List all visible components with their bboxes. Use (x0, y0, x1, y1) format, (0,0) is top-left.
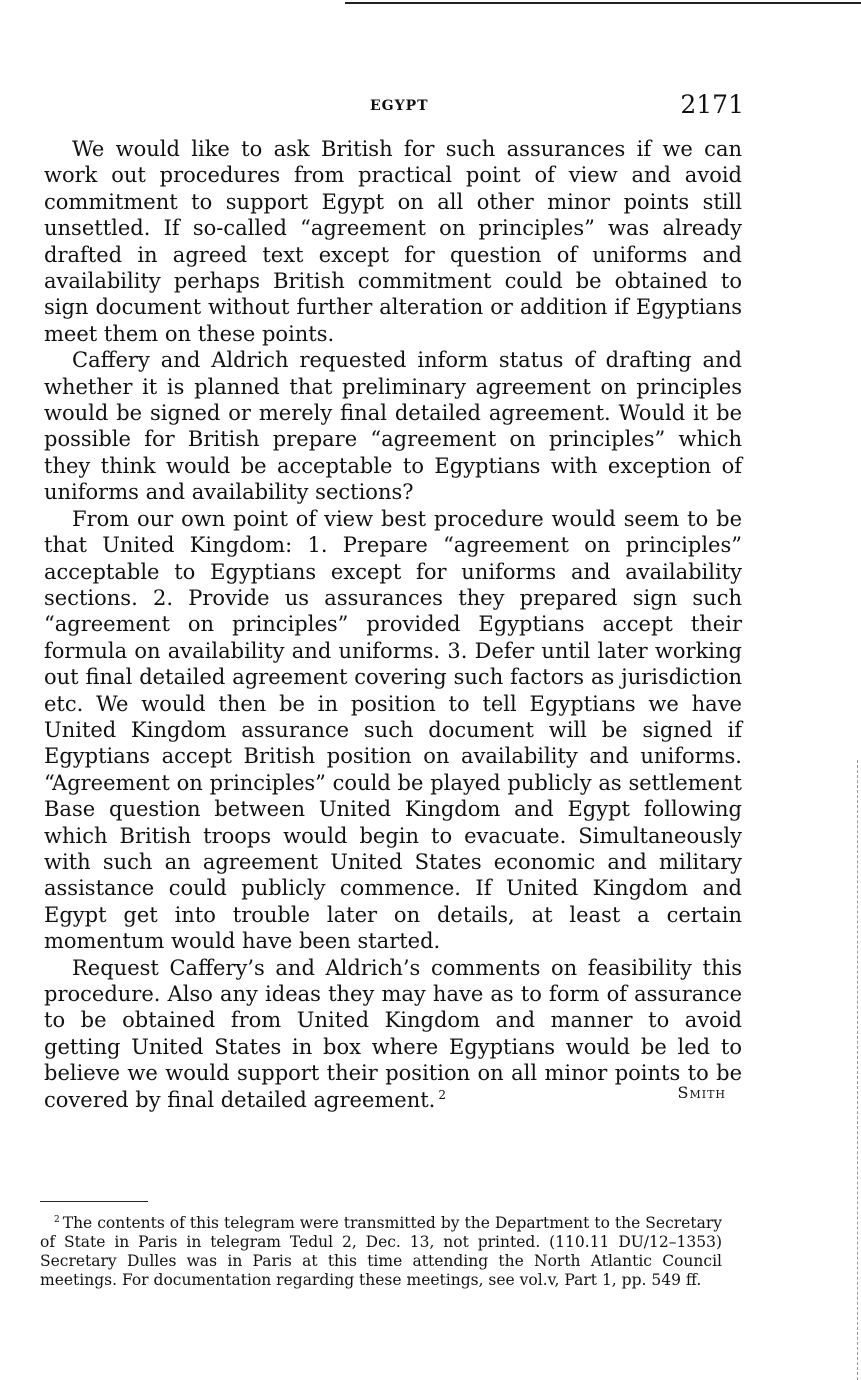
footnote-rule (40, 1201, 148, 1202)
top-rule (345, 2, 861, 4)
body-paragraph-2: Caffery and Aldrich requested inform status of drafting and whether it is planned that preliminary agreement on principles would be signed or merely final detailed agreement. Would it be possible for British prepare “agreement on principles” which they think would be acceptable to Egyptians with exception of uniforms and availability sections? (44, 348, 742, 505)
running-head: EGYPT (370, 98, 429, 114)
footnote-marker: 2 (54, 1214, 60, 1225)
page-header (44, 90, 744, 124)
page-edge (857, 760, 858, 1380)
footnote-reference: 2 (438, 1087, 446, 1102)
footnote (40, 1214, 722, 1290)
telegram-body (44, 136, 742, 1113)
signature: Smith (677, 1083, 726, 1102)
page-number: 2171 (680, 90, 744, 119)
footnote-paragraph (40, 1214, 722, 1290)
body-paragraph-4-text: Request Caffery’s and Aldrich’s comments on feasibility this procedure. Also any ideas they may have as to form of assurance to be obtained from United Kingdom and manner to avoid getting United States in box where Egyptians would be led to believe we would support their position on all minor points to be covered by final detailed agreement. (44, 955, 742, 1112)
body-paragraph-4 (44, 955, 742, 1113)
body-paragraph-1: We would like to ask British for such assurances if we can work out procedures from practical point of view and avoid commitment to support Egypt on all other minor points still unsettled. If so-called “agreement on principles” was already drafted in agreed text except for question of uniforms and availability perhaps British commitment could be obtained to sign document without further alteration or addition if Egyptians meet them on these points. (44, 137, 742, 346)
footnote-text: The contents of this telegram were transmitted by the Department to the Secretary of State in Paris in telegram Tedul 2, Dec. 13, not printed. (110.11 DU/12–1353) Secretary Dulles was in Paris at this time attending the North Atlantic Council meetings. For documentation regarding these meetings, see vol.v, Part 1, pp. 549 ff. (40, 1214, 722, 1289)
body-paragraph-3: From our own point of view best procedure would seem to be that United Kingdom: 1. Prepare “agreement on principles” acceptable to Egyptians except for uniforms and availability sections. 2. Provide us assurances they prepared sign such “agreement on principles” provided Egyptians accept their formula on availability and uniforms. 3. Defer until later working out final detailed agreement covering such factors as jurisdiction etc. We would then be in position to tell Egyptians we have United Kingdom assurance such document will be signed if Egyptians accept British position on availability and uniforms. “Agreement on principles” could be played publicly as settlement Base question between United Kingdom and Egypt following which British troops would begin to evacuate. Simultaneously with such an agreement United States economic and military assistance could publicly commence. If United Kingdom and Egypt get into trouble later on details, at least a certain momentum would have been started. (44, 506, 742, 954)
